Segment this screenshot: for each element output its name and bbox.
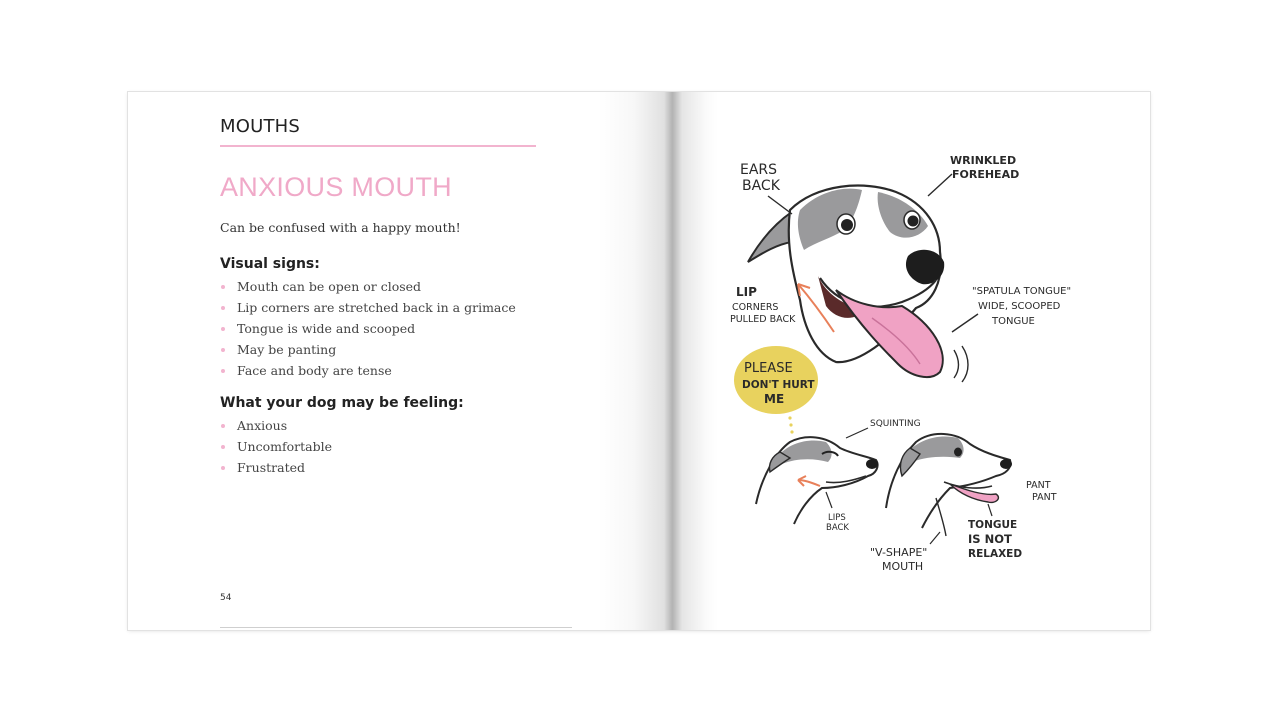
pupil-right (908, 216, 919, 227)
leader-forehead (928, 174, 952, 196)
leader-vshape (930, 532, 940, 544)
label-lips-back: BACK (826, 523, 850, 533)
label-pant: PANT (1026, 480, 1051, 491)
list-item: Lip corners are stretched back in a grimace (220, 297, 516, 318)
nose (1000, 459, 1012, 469)
heading-rule (220, 145, 536, 147)
label-ears: BACK (742, 178, 780, 194)
label-tongue: IS NOT (968, 532, 1012, 546)
leader-tongue (988, 504, 992, 516)
label-lip: PULLED BACK (730, 314, 796, 325)
motion-mark (954, 350, 959, 378)
label-wrinkled: WRINKLED (950, 154, 1017, 167)
label-lip: CORNERS (732, 302, 779, 313)
label-tongue: RELAXED (968, 548, 1023, 560)
label-squinting: SQUINTING (870, 419, 921, 429)
leader-ears (768, 196, 792, 214)
bubble-dot (788, 416, 791, 419)
label-vshape: MOUTH (882, 560, 924, 573)
label-lip: LIP (736, 285, 757, 299)
speech-bubble (734, 346, 818, 434)
label-spatula: WIDE, SCOOPED (978, 301, 1061, 312)
left-page (128, 92, 640, 630)
dog-illustration (640, 92, 1150, 630)
label-spatula: TONGUE (992, 316, 1035, 327)
label-lips-back: LIPS (828, 513, 846, 523)
nose (866, 459, 878, 469)
list-item: Anxious (220, 415, 332, 436)
leader-tongue (952, 314, 978, 332)
leader-squinting (846, 428, 868, 438)
label-vshape: "V-SHAPE" (870, 546, 928, 559)
right-page (640, 92, 1150, 630)
list-item: Uncomfortable (220, 436, 332, 457)
label-tongue: TONGUE (968, 519, 1018, 531)
book-spread (128, 92, 1150, 630)
label-spatula: "SPATULA TONGUE" (972, 286, 1072, 297)
list-item: Tongue is wide and scooped (220, 318, 516, 339)
bottom-rule (220, 627, 572, 628)
bubble-text: ME (764, 392, 785, 406)
dog-head-small-left (756, 437, 878, 524)
bubble-text: DON'T HURT (742, 379, 815, 391)
label-wrinkled: FOREHEAD (952, 168, 1020, 181)
page-title: ANXIOUS MOUTH (220, 172, 452, 202)
section-heading: MOUTHS (220, 116, 301, 137)
list-item: Mouth can be open or closed (220, 276, 516, 297)
feelings-list (220, 415, 332, 478)
pupil-left (841, 219, 853, 231)
visual-signs-list (220, 276, 516, 381)
page-number: 54 (220, 593, 232, 603)
eye (954, 448, 962, 457)
leader-lips (826, 492, 832, 508)
v-shape-line (936, 498, 946, 536)
feelings-heading: What your dog may be feeling: (220, 395, 464, 411)
label-pant: PANT (1032, 492, 1057, 503)
list-item: May be panting (220, 339, 516, 360)
bubble-dot (790, 430, 793, 433)
motion-mark (962, 346, 968, 382)
list-item: Frustrated (220, 457, 332, 478)
label-ears: EARS (740, 162, 778, 178)
intro-text: Can be confused with a happy mouth! (220, 220, 461, 235)
list-item: Face and body are tense (220, 360, 516, 381)
visual-signs-heading: Visual signs: (220, 256, 320, 272)
bubble-text: PLEASE (744, 361, 793, 376)
bubble-dot (789, 423, 792, 426)
